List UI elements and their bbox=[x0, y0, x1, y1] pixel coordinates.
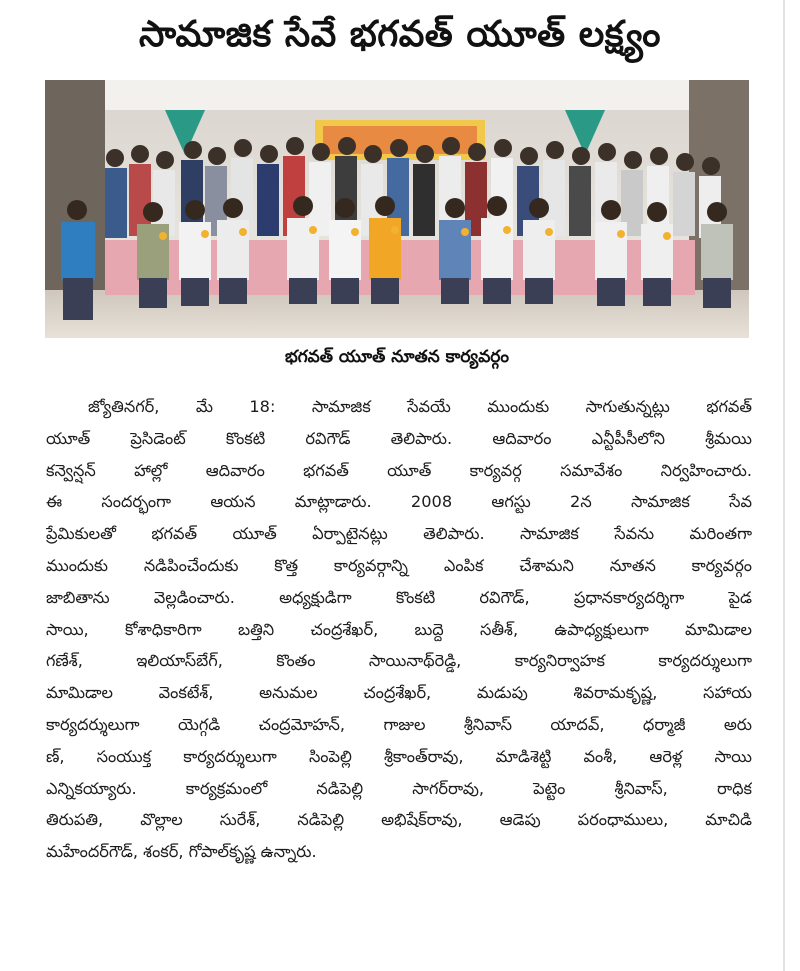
article-body bbox=[46, 391, 752, 931]
article-line: గణేశ్, ఇలియాస్‌బేగ్, కొంతం సాయినాథ్‌రెడ్డి, కార్యనిర్వాహక కార్యదర్శులుగా bbox=[46, 651, 752, 671]
headline: సామాజిక సేవే భగవత్ యూత్ లక్ష్యం bbox=[139, 14, 661, 55]
article-line: మామిడాల వెంకటేశ్, అనుమల చంద్రశేఖర్, మడుపు శివరామకృష్ణ, సహాయ bbox=[46, 683, 752, 703]
page-edge-divider bbox=[783, 0, 785, 971]
photo-caption: భగవత్ యూత్ నూతన కార్యవర్గం bbox=[284, 347, 510, 367]
article-line: సాయి, కోశాధికారిగా బత్తిని చంద్రశేఖర్, బుద్దె సతీశ్, ఉపాధ్యక్షులుగా మామిడాల bbox=[46, 619, 752, 639]
group-photo bbox=[45, 80, 749, 338]
article-line: ఎన్నికయ్యారు. కార్యక్రమంలో నడిపెల్లి సాగర్‌రావు, పెట్టెం శ్రీనివాస్, రాధిక bbox=[46, 778, 752, 798]
article-line: జ్యోతినగర్, మే 18: సామాజిక సేవయే ముందుకు సాగుతున్నట్లు భగవత్ bbox=[88, 397, 752, 416]
article-line: కార్యదర్శులుగా యెగ్గడి చంద్రమోహన్, గాజుల శ్రీనివాస్ యాదవ్, ధర్మాజీ అరు bbox=[46, 714, 752, 734]
article-line: మహేందర్‌గౌడ్, శంకర్, గోపాల్‌కృష్ణ ఉన్నారు. bbox=[46, 842, 317, 862]
article-line: తిరుపతి, వొల్లాల సురేశ్, నడిపెల్లి అభిషేక్‌రావు, ఆడెపు పరంధాములు, మాచిడి bbox=[46, 810, 752, 830]
article-line: ణ్, సంయుక్త కార్యదర్శులుగా సింపెల్లి శ్రీకాంత్‌రావు, మాడిశెట్టి వంశీ, ఆరెళ్ల సాయి bbox=[46, 746, 752, 766]
article-line: కన్వెన్షన్ హాల్లో ఆదివారం భగవత్ యూత్ కార్యవర్గ సమావేశం నిర్వహించారు. bbox=[46, 460, 752, 480]
article-line: ఈ సందర్భంగా ఆయన మాట్లాడారు. 2008 ఆగస్టు 2న సామాజిక సేవ bbox=[46, 492, 752, 512]
article-line: జాబితాను వెల్లడించారు. అధ్యక్షుడిగా కొంకటి రవిగౌడ్, ప్రధానకార్యదర్శిగా పైడ bbox=[46, 587, 752, 607]
article-line: ప్రేమికులతో భగవత్ యూత్ ఏర్పాటైనట్లు తెలిపారు. సామాజిక సేవను మరింతగా bbox=[46, 524, 752, 544]
article-line: యూత్ ప్రెసిడెంట్ కొంకటి రవిగౌడ్ తెలిపారు. ఆదివారం ఎన్టీపీసీలోని శ్రీమయి bbox=[46, 428, 752, 448]
article-line: ముందుకు నడిపించేందుకు కొత్త కార్యవర్గాన్ని ఎంపిక చేశామని నూతన కార్యవర్గం bbox=[46, 555, 752, 575]
